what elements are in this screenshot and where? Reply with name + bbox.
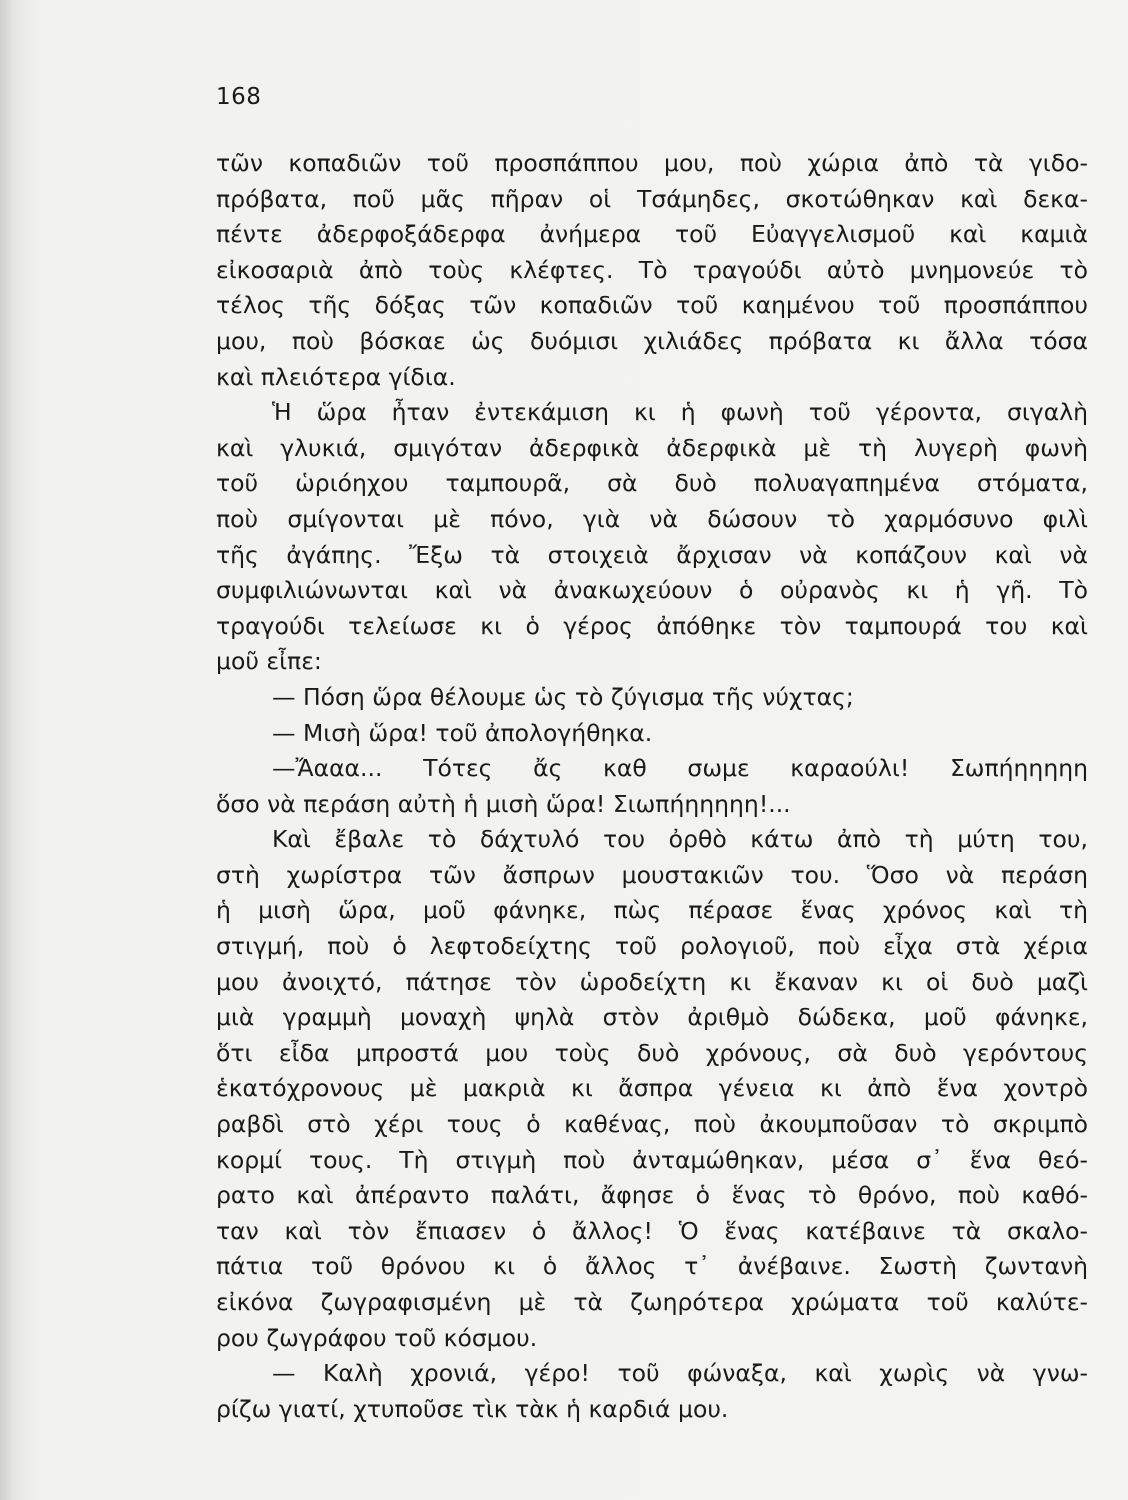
text-line: πάτια τοῦ θρόνου κι ὁ ἄλλος τ᾽ ἀνέβαινε. Σωστὴ ζωντανὴ (216, 1252, 1088, 1281)
text-line: ἡ μισὴ ὥρα, μοῦ φάνηκε, πὼς πέρασε ἕνας χρόνος καὶ τὴ (216, 896, 1088, 925)
text-line: ποὺ σμίγονται μὲ πόνο, γιὰ νὰ δώσουν τὸ χαρμόσυνο φιλὶ (216, 504, 1088, 533)
text-line: ταν καὶ τὸν ἔπιασεν ὁ ἄλλος! Ὁ ἕνας κατέβαινε τὰ σκαλο- (216, 1216, 1088, 1245)
text-line: εἰκόνα ζωγραφισμένη μὲ τὰ ζωηρότερα χρώματα τοῦ καλύτε- (216, 1288, 1088, 1316)
body-text (216, 146, 1088, 1427)
text-line: κορμί τους. Τὴ στιγμὴ ποὺ ἀνταμώθηκαν, μέσα σ᾽ ἕνα θεό- (216, 1145, 1088, 1174)
text-line: πρόβατα, ποῦ μᾶς πῆραν οἱ Τσάμηδες, σκοτώθηκαν καὶ δεκα- (216, 184, 1088, 213)
text-line: τῶν κοπαδιῶν τοῦ προσπάππου μου, ποὺ χώρια ἀπὸ τὰ γιδο- (216, 149, 1088, 177)
text-line: Ἡ ὥρα ἦταν ἐντεκάμιση κι ἡ φωνὴ τοῦ γέροντα, σιγαλὴ (272, 398, 1088, 427)
text-line: καὶ πλειότερα γίδια. (216, 362, 456, 391)
text-line: μου, ποὺ βόσκαε ὡς δυόμισι χιλιάδες πρόβατα κι ἄλλα τόσα (216, 326, 1088, 355)
text-line: ὅτι εἶδα μπροστά μου τοὺς δυὸ χρόνους, σὰ δυὸ γερόντους (216, 1038, 1088, 1067)
text-line: —Ἄααα... Τότες ἄς καθ σωμε καραούλι! Σωπήηηηηη (272, 754, 1088, 783)
text-line: Καὶ ἔβαλε τὸ δάχτυλό του ὀρθὸ κάτω ἀπὸ τὴ μύτη του, (272, 825, 1088, 854)
text-line: — Μισὴ ὥρα! τοῦ ἀπολογήθηκα. (272, 718, 653, 747)
text-line: στὴ χωρίστρα τῶν ἄσπρων μουστακιῶν του. Ὅσο νὰ περάση (216, 860, 1088, 889)
page-number: 168 (216, 84, 262, 110)
text-line: καὶ γλυκιά, σμιγόταν ἀδερφικὰ ἀδερφικὰ μὲ τὴ λυγερὴ φωνὴ (216, 433, 1088, 462)
text-line: εἰκοσαριὰ ἀπὸ τοὺς κλέφτες. Τὸ τραγούδι αὐτὸ μνημονεύε τὸ (216, 255, 1088, 284)
text-line: ρατο καὶ ἀπέραντο παλάτι, ἄφησε ὁ ἕνας τὸ θρόνο, ποὺ καθό- (216, 1181, 1088, 1210)
text-line: τῆς ἀγάπης. Ἔξω τὰ στοιχειὰ ἄρχισαν νὰ κοπάζουν καὶ νὰ (216, 540, 1088, 569)
text-line: ρίζω γιατί, χτυποῦσε τὶκ τὰκ ἡ καρδιά μου. (216, 1394, 729, 1423)
text-line: μιὰ γραμμὴ μοναχὴ ψηλὰ στὸν ἀριθμὸ δώδεκα, μοῦ φάνηκε, (216, 1003, 1088, 1032)
text-line: τραγούδι τελείωσε κι ὁ γέρος ἀπόθηκε τὸν ταμπουρά του καὶ (216, 611, 1088, 640)
text-line: τέλος τῆς δόξας τῶν κοπαδιῶν τοῦ καημένου τοῦ προσπάππου (216, 291, 1088, 320)
text-line: — Πόση ὥρα θέλουμε ὡς τὸ ζύγισμα τῆς νύχτας; (272, 682, 854, 711)
text-line: ὅσο νὰ περάση αὐτὴ ἡ μισὴ ὥρα! Σιωπήηηηηη!... (216, 789, 791, 818)
text-line: ρου ζωγράφου τοῦ κόσμου. (216, 1323, 538, 1352)
text-line: — Καλὴ χρονιά, γέρο! τοῦ φώναξα, καὶ χωρὶς νὰ γνω- (272, 1359, 1088, 1388)
text-line: μου ἀνοιχτό, πάτησε τὸν ὡροδείχτη κι ἔκαναν κι οἱ δυὸ μαζὶ (216, 967, 1088, 996)
text-line: ἑκατόχρονους μὲ μακριὰ κι ἄσπρα γένεια κι ἀπὸ ἕνα χοντρὸ (216, 1074, 1088, 1103)
text-line: τοῦ ὡριόηχου ταμπουρᾶ, σὰ δυὸ πολυαγαπημένα στόματα, (216, 469, 1088, 498)
text-line: μοῦ εἶπε: (216, 647, 322, 676)
text-line: ραβδὶ στὸ χέρι τους ὁ καθένας, ποὺ ἀκουμποῦσαν τὸ σκριμπὸ (216, 1110, 1088, 1139)
text-line: πέντε ἀδερφοξάδερφα ἀνήμερα τοῦ Εὐαγγελισμοῦ καὶ καμιὰ (216, 220, 1088, 249)
text-line: στιγμή, ποὺ ὁ λεφτοδείχτης τοῦ ρολογιοῦ, ποὺ εἶχα στὰ χέρια (216, 932, 1088, 961)
text-line: συμφιλιώνωνται καὶ νὰ ἀνακωχεύουν ὁ οὐρανὸς κι ἡ γῆ. Τὸ (216, 576, 1088, 605)
